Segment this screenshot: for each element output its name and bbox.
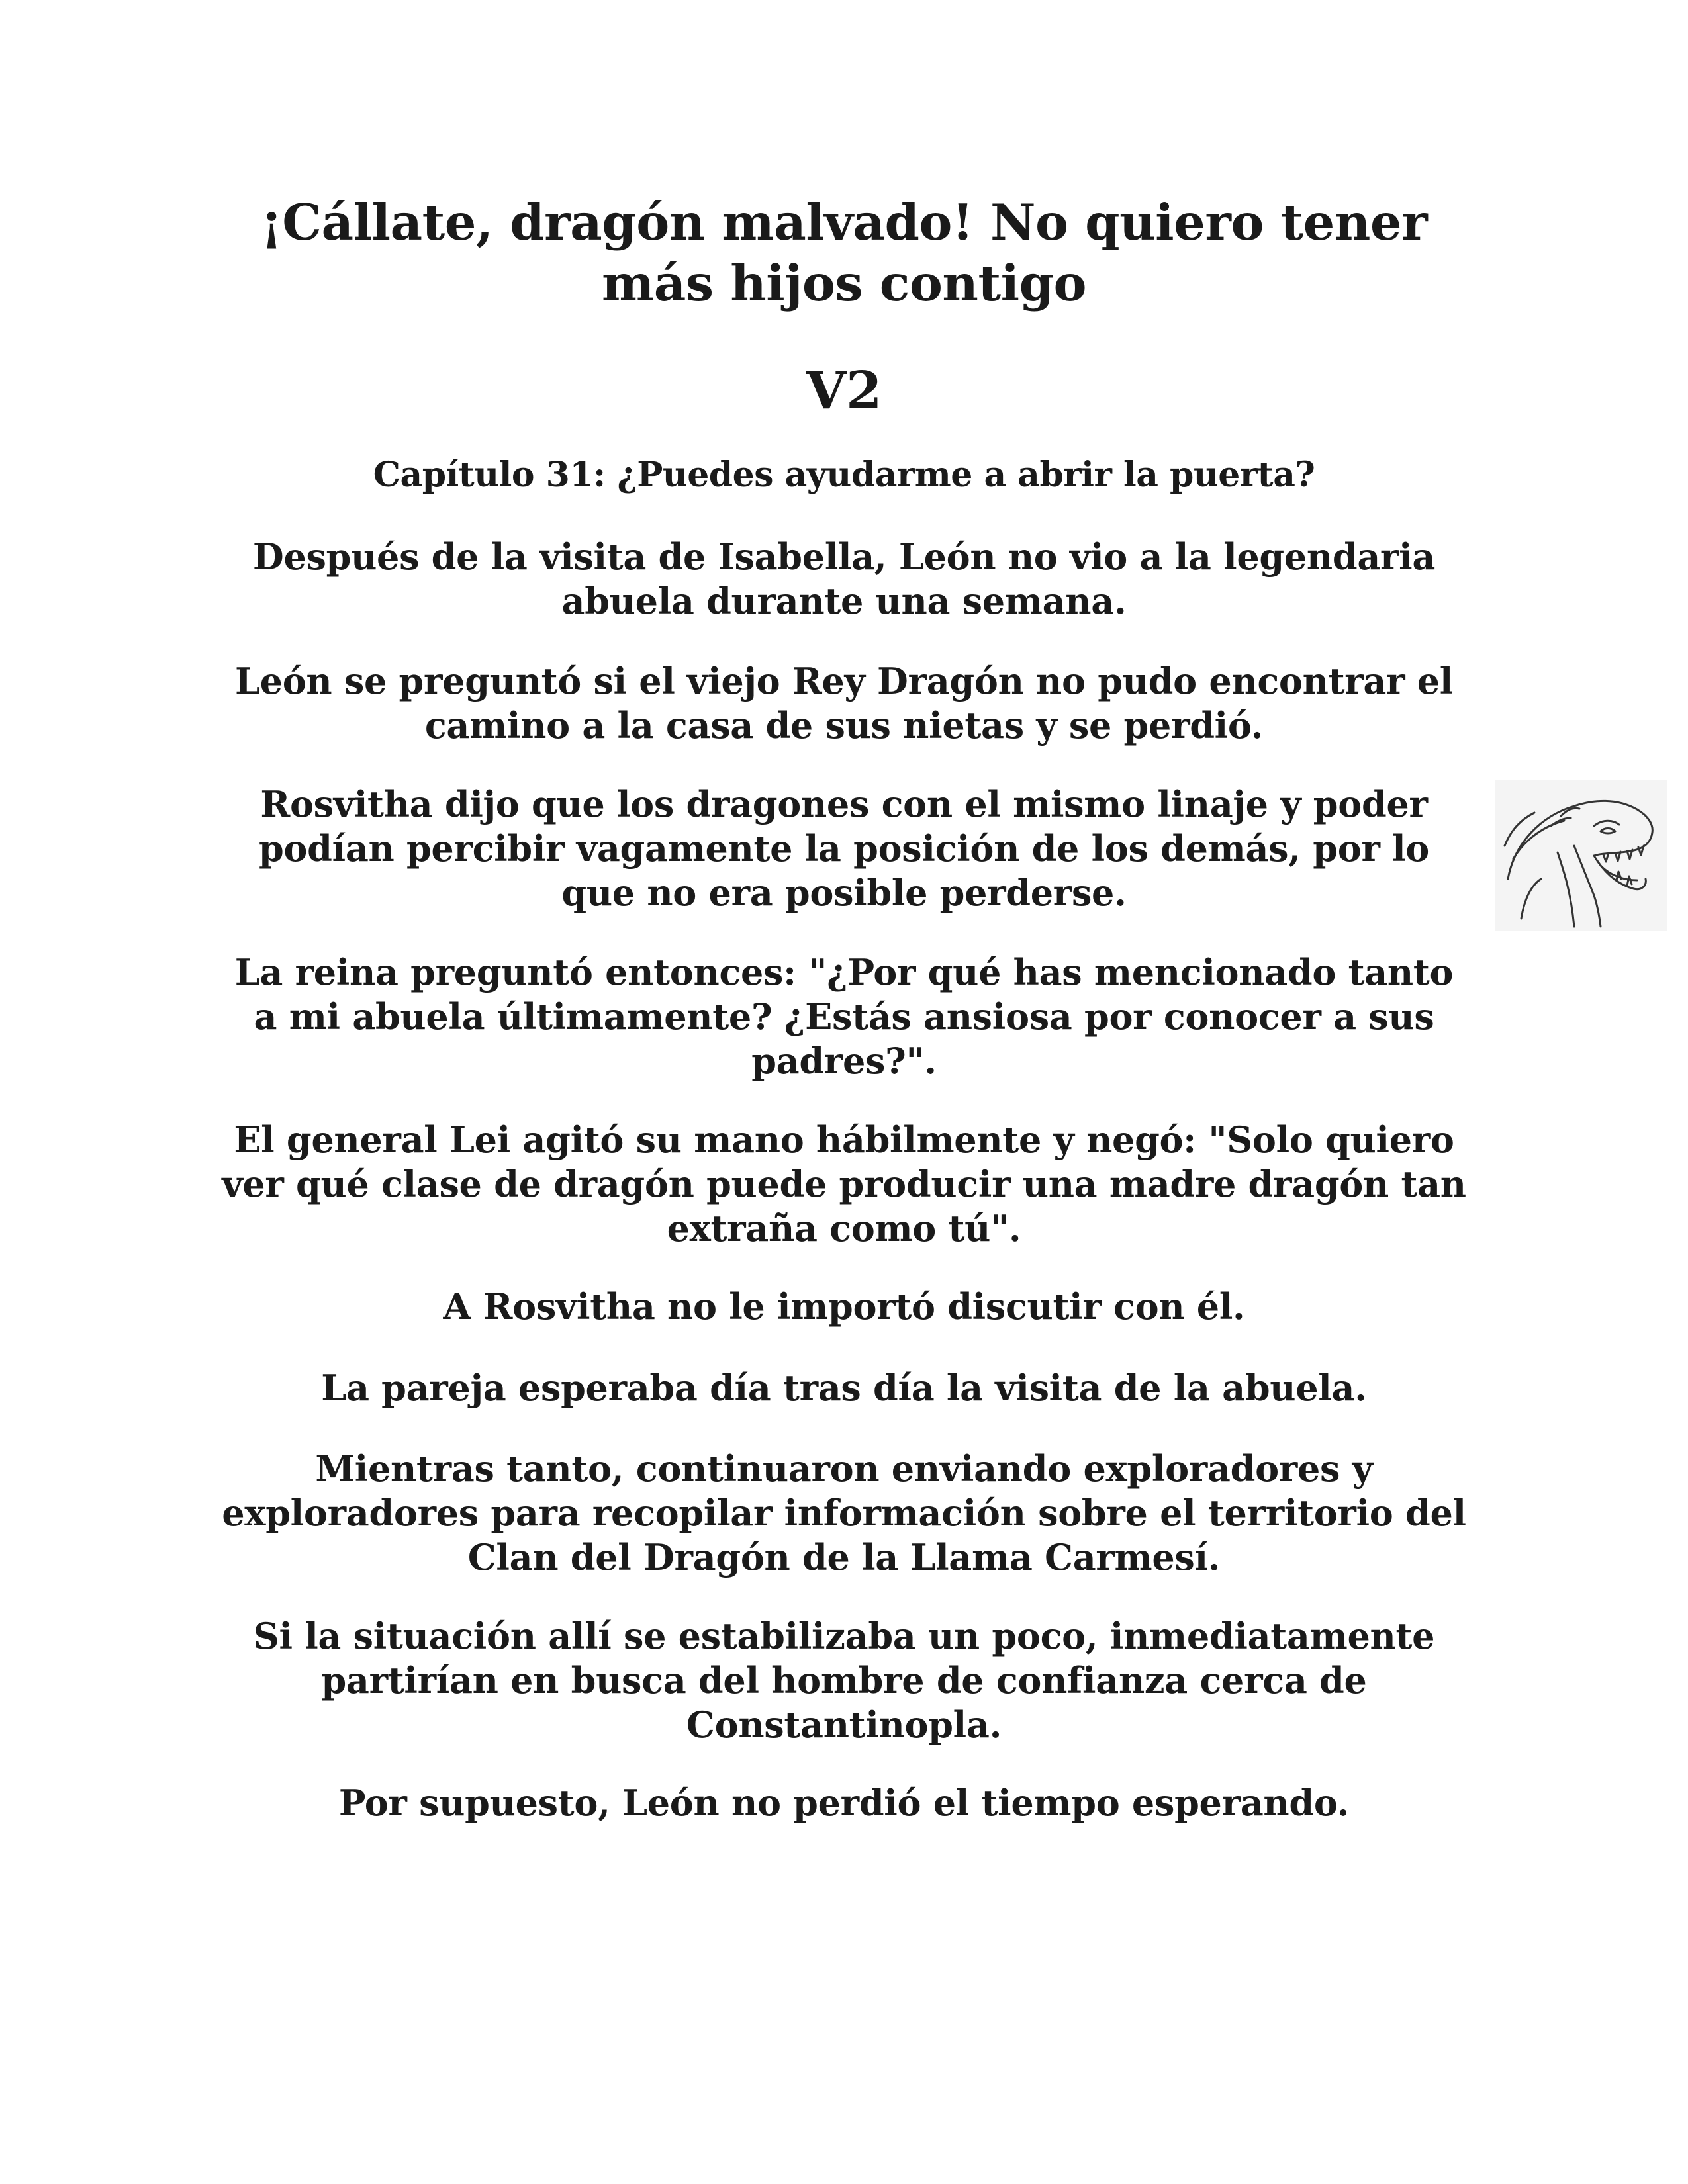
- paragraph: Mientras tanto, continuaron enviando exploradores y exploradores para recopilar información sobre el territorio del Clan del Dragón de la Llama Carmesí.: [222, 1447, 1466, 1578]
- paragraph: Si la situación allí se estabilizaba un poco, inmediatamente partirían en busca del hombre de confianza cerca de Constantinopla.: [253, 1615, 1435, 1746]
- paragraph: Rosvitha dijo que los dragones con el mismo linaje y poder podían percibir vagamente la posición de los demás, por lo que no era posible perderse.: [258, 783, 1430, 914]
- dragon-head-sketch-icon: [1495, 780, 1667, 931]
- paragraph: El general Lei agitó su mano hábilmente y negó: "Solo quiero ver qué clase de dragón puede producir una madre dragón tan extraña como tú".: [222, 1118, 1466, 1250]
- paragraph: La reina preguntó entonces: "¿Por qué has mencionado tanto a mi abuela últimamente? ¿Estás ansiosa por conocer a sus padres?".: [234, 951, 1454, 1082]
- volume-label: V2: [806, 361, 882, 421]
- document-title: ¡Cállate, dragón malvado! No quiero tener más hijos contigo: [260, 193, 1428, 312]
- paragraph: Después de la visita de Isabella, León no vio a la legendaria abuela durante una semana.: [252, 535, 1436, 622]
- paragraph: León se preguntó si el viejo Rey Dragón no pudo encontrar el camino a la casa de sus nietas y se perdió.: [234, 660, 1454, 747]
- paragraph: La pareja esperaba día tras día la visita de la abuela.: [321, 1367, 1367, 1409]
- paragraph: Por supuesto, León no perdió el tiempo esperando.: [338, 1782, 1350, 1824]
- chapter-heading: Capítulo 31: ¿Puedes ayudarme a abrir la puerta?: [373, 455, 1315, 495]
- paragraph: A Rosvitha no le importó discutir con él.: [443, 1285, 1245, 1328]
